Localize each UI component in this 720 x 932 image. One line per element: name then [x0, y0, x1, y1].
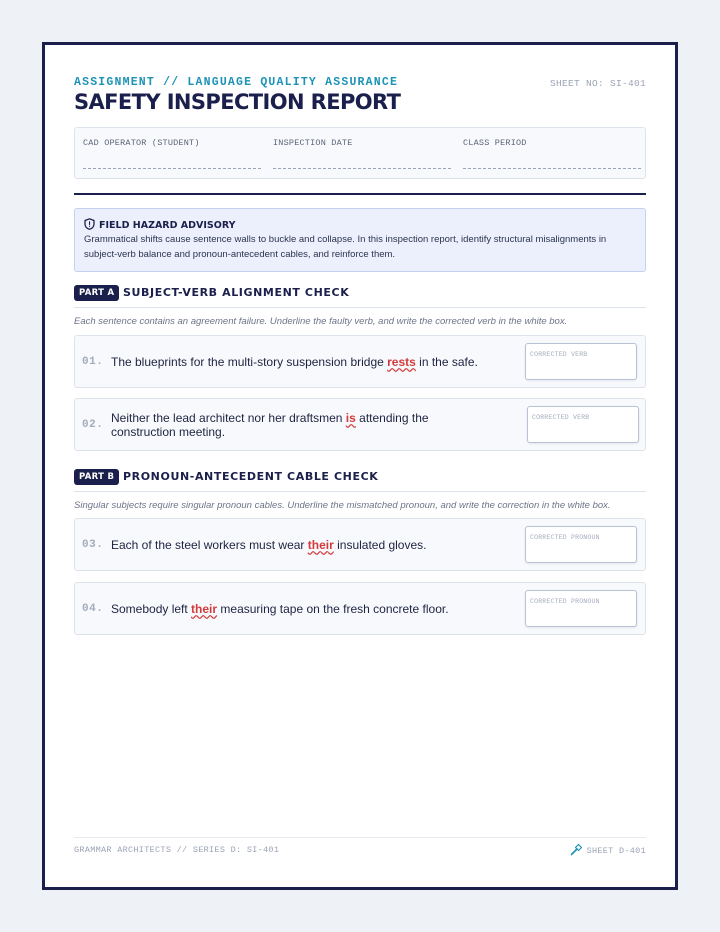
header-divider	[74, 193, 646, 195]
question-item	[74, 398, 646, 451]
sentence-text: Somebody left	[111, 601, 192, 616]
hazard-advisory	[74, 208, 646, 272]
part-b-title: PRONOUN-ANTECEDENT CABLE CHECK	[123, 470, 379, 483]
part-a-title: SUBJECT-VERB ALIGNMENT CHECK	[123, 286, 350, 299]
footer-series: GRAMMAR ARCHITECTS // SERIES D: SI-401	[74, 845, 280, 855]
field-writing-line[interactable]	[83, 168, 261, 169]
part-b-badge: PART B	[74, 469, 119, 485]
field-label: CAD OPERATOR (STUDENT)	[83, 138, 200, 148]
footer-sheet-label: SHEET D-401	[586, 846, 646, 856]
corrected-pronoun-box[interactable]	[525, 526, 637, 563]
sheet-number: SHEET NO: SI-401	[549, 78, 646, 89]
question-number: 01.	[82, 355, 104, 368]
answer-placeholder: CORRECTED PRONOUN	[530, 598, 600, 605]
question-sentence	[111, 519, 483, 570]
advisory-text: Grammatical shifts cause sentence walls to buckle and collapse. In this inspection report, identify structural misalignments in subject-verb balance and pronoun-antecedent cables, and reinforce them.	[84, 234, 607, 260]
footer-sheet	[570, 843, 646, 859]
question-number: 02.	[82, 418, 104, 431]
faulty-word[interactable]: their	[307, 537, 334, 552]
faulty-word[interactable]: rests	[387, 354, 416, 369]
shield-icon	[84, 218, 95, 233]
question-sentence	[111, 399, 483, 450]
part-b-instructions: Singular subjects require singular pronoun cables. Underline the mismatched pronoun, and write the correction in the white box.	[74, 500, 611, 511]
sentence-text: The blueprints for the multi-story suspension bridge	[111, 354, 388, 369]
faulty-word[interactable]: is	[345, 410, 356, 425]
sentence-text: insulated gloves.	[333, 537, 427, 552]
corrected-verb-box[interactable]	[525, 343, 637, 380]
question-number: 04.	[82, 602, 104, 615]
part-a-badge: PART A	[74, 285, 119, 301]
worksheet-page	[42, 42, 678, 890]
field-writing-line[interactable]	[273, 168, 451, 169]
advisory-heading-row	[84, 218, 236, 233]
sentence-text: Each of the steel workers must wear	[111, 537, 308, 552]
field-label: CLASS PERIOD	[463, 138, 527, 148]
question-number: 03.	[82, 538, 104, 551]
corrected-verb-box[interactable]	[527, 406, 639, 443]
question-sentence	[111, 336, 483, 387]
part-b-header	[74, 469, 646, 492]
sentence-text: measuring tape on the fresh concrete floor.	[217, 601, 449, 616]
field-label: INSPECTION DATE	[273, 138, 353, 148]
page-footer	[74, 837, 646, 856]
question-item	[74, 335, 646, 388]
question-item	[74, 582, 646, 635]
sentence-text: in the safe.	[415, 354, 478, 369]
answer-placeholder: CORRECTED VERB	[530, 351, 588, 358]
assignment-kicker: ASSIGNMENT // LANGUAGE QUALITY ASSURANCE	[74, 76, 399, 89]
corrected-pronoun-box[interactable]	[525, 590, 637, 627]
page-title: SAFETY INSPECTION REPORT	[74, 90, 401, 114]
part-a-header	[74, 285, 646, 308]
student-info-box	[74, 127, 646, 179]
sentence-text: attending the construction meeting.	[111, 410, 429, 439]
field-writing-line[interactable]	[463, 168, 641, 169]
part-a-instructions: Each sentence contains an agreement failure. Underline the faulty verb, and write the corrected verb in the white box.	[74, 316, 568, 327]
answer-placeholder: CORRECTED PRONOUN	[530, 534, 600, 541]
sentence-text: Neither the lead architect nor her draftsmen	[111, 410, 346, 425]
question-sentence	[111, 583, 483, 634]
hammer-icon	[570, 843, 583, 859]
question-item	[74, 518, 646, 571]
advisory-heading: FIELD HAZARD ADVISORY	[99, 220, 236, 231]
faulty-word[interactable]: their	[191, 601, 218, 616]
answer-placeholder: CORRECTED VERB	[532, 414, 590, 421]
